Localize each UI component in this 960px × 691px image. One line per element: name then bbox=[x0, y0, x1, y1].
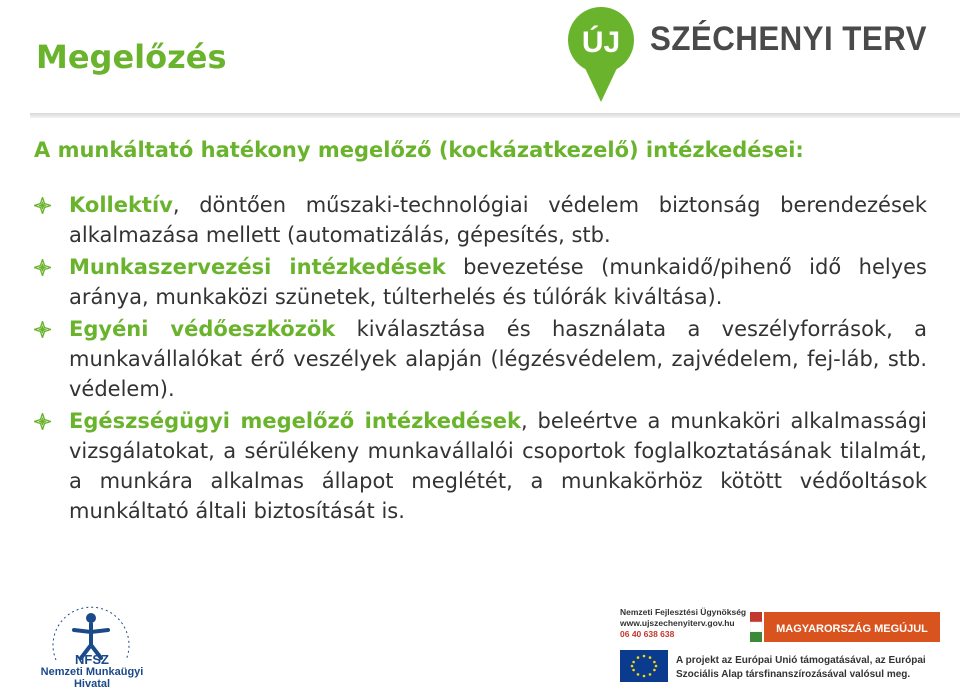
logo-prefix: ÚJ bbox=[581, 26, 621, 59]
diamond-bullet-icon bbox=[34, 259, 51, 276]
bullet-highlight: Egyéni védőeszközök bbox=[69, 317, 336, 341]
list-item bbox=[34, 314, 927, 404]
nfu-name: Nemzeti Fejlesztési Ügynökség bbox=[620, 607, 747, 617]
eu-line-2: Szociális Alap társfinanszírozásával valósul meg. bbox=[676, 669, 911, 680]
bullet-text: kiválasztása és használata a veszélyforrások, a munkavállalókat érő veszélyek alapján (légzésvédelem, zajvédelem, fej-láb, stb. védelem). bbox=[69, 317, 927, 401]
nfsz-abbr: NFSZ bbox=[75, 652, 109, 667]
measures-list bbox=[34, 190, 927, 528]
diamond-bullet-icon bbox=[34, 321, 51, 338]
nfu-phone: 06 40 638 638 bbox=[620, 629, 675, 639]
bullet-highlight: Munkaszervezési intézkedések bbox=[69, 255, 446, 279]
mm-badge-label: MAGYARORSZÁG MEGÚJUL bbox=[776, 623, 928, 635]
bullet-highlight: Kollektív bbox=[69, 193, 173, 217]
list-item bbox=[34, 406, 927, 526]
bullet-highlight: Egészségügyi megelőző intézkedések bbox=[69, 409, 521, 433]
bullet-text: bevezetése (munkaidő/pihenő idő helyes aránya, munkaközi szünetek, túlterhelés és túlórák kiváltása). bbox=[69, 255, 927, 309]
logo-wordmark: SZÉCHENYI TERV bbox=[650, 20, 928, 58]
list-item bbox=[34, 252, 927, 312]
diamond-bullet-icon bbox=[34, 413, 51, 430]
list-item bbox=[34, 190, 927, 250]
nfu-info bbox=[620, 607, 746, 640]
nfu-url: www.ujszechenyiterv.gov.hu bbox=[620, 618, 735, 628]
eu-line-1: A projekt az Európai Unió támogatásával, az Európai bbox=[676, 655, 926, 666]
header-divider bbox=[30, 113, 960, 118]
eu-funding-note bbox=[676, 654, 926, 682]
eu-flag-icon bbox=[620, 650, 668, 682]
bullet-text: , beleértve a munkaköri alkalmassági vizsgálatokat, a sérülékeny munkavállalói csoportok foglalkoztatásának tilalmát, a munkára alkalmas állapot meglétét, a munkakörhöz kötött védőoltások munkáltató általi biztosítását is. bbox=[69, 409, 927, 523]
szechenyi-pin-logo bbox=[566, 6, 636, 104]
nfsz-name: Nemzeti Munkaügyi Hivatal bbox=[40, 666, 144, 690]
magyarorszag-megujul-badge bbox=[750, 612, 940, 642]
page-title: Megelőzés bbox=[36, 38, 227, 76]
section-subtitle: A munkáltató hatékony megelőző (kockázatkezelő) intézkedései: bbox=[34, 138, 804, 162]
diamond-bullet-icon bbox=[34, 197, 51, 214]
bullet-text: , döntően műszaki-technológiai védelem biztonság berendezések alkalmazása mellett (automatizálás, gépesítés, stb. bbox=[69, 193, 927, 247]
